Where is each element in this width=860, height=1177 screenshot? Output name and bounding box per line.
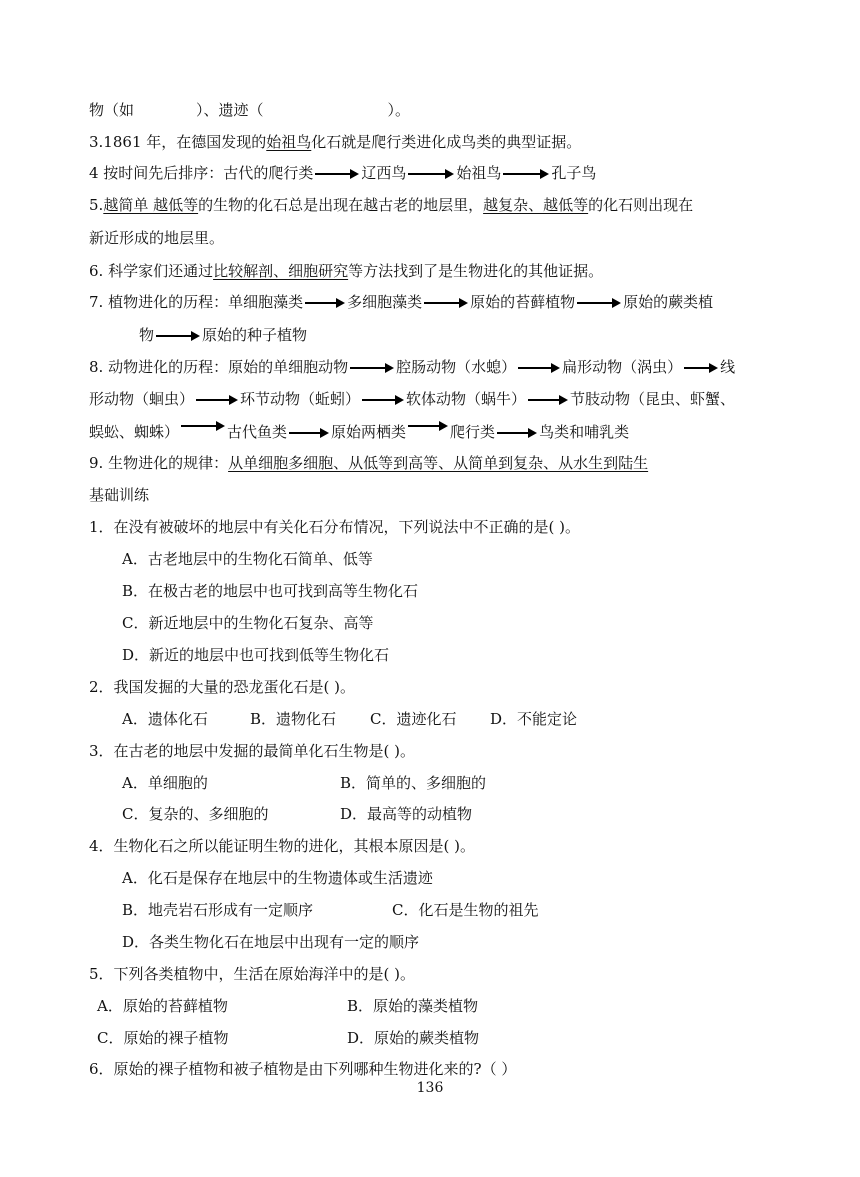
text-line bbox=[139, 325, 307, 345]
question-options-row bbox=[122, 773, 486, 793]
text: 3.1861 年，在德国发现的 bbox=[89, 133, 267, 151]
question-options-row bbox=[122, 900, 538, 920]
text: 8. 动物进化的历程：原始的单细胞动物 bbox=[89, 358, 349, 376]
arrow-icon bbox=[528, 395, 568, 405]
text: 的生物的化石总是出现在越古老的地层里， bbox=[198, 196, 484, 214]
text: 多细胞藻类 bbox=[347, 293, 423, 311]
text-line bbox=[89, 100, 410, 120]
text: 原始的蕨类植 bbox=[623, 293, 714, 311]
question-options-row bbox=[97, 1028, 479, 1048]
text: 原始两栖类 bbox=[331, 423, 407, 441]
text: 爬行类 bbox=[450, 423, 496, 441]
text: 原始的种子植物 bbox=[202, 326, 308, 344]
arrow-icon bbox=[181, 421, 225, 431]
arrow-icon bbox=[503, 169, 549, 179]
answer-underlined: 从单细胞多细胞、从低等到高等、从简单到复杂、从水生到陆生 bbox=[228, 454, 649, 472]
question-option: A．单细胞的 bbox=[122, 774, 208, 792]
question-option: B．简单的、多细胞的 bbox=[340, 774, 487, 792]
text-line bbox=[89, 292, 713, 312]
text-line bbox=[89, 453, 648, 473]
question-option: C．化石是生物的祖先 bbox=[392, 901, 539, 919]
question-option: D．不能定论 bbox=[490, 710, 578, 728]
text: 等方法找到了是生物进化的其他证据。 bbox=[348, 262, 604, 280]
arrow-icon bbox=[315, 169, 359, 179]
text-line bbox=[89, 195, 693, 215]
question-stem: 1．在没有被破坏的地层中有关化石分布情况，下列说法中不正确的是( )。 bbox=[89, 518, 581, 536]
text: 原始的苔藓植物 bbox=[470, 293, 576, 311]
text: 9. 生物进化的规律： bbox=[89, 454, 229, 472]
arrow-icon bbox=[305, 298, 345, 308]
question-option: A．遗体化石 bbox=[122, 710, 208, 728]
question-options-row bbox=[122, 804, 472, 824]
question-option: C．原始的裸子植物 bbox=[97, 1029, 229, 1047]
question-option: C．复杂的、多细胞的 bbox=[122, 805, 269, 823]
text: 物（如 bbox=[89, 101, 135, 119]
arrow-icon bbox=[408, 169, 454, 179]
question-options-row bbox=[122, 709, 577, 729]
text: 鸟类和哺乳类 bbox=[539, 423, 630, 441]
text: 化石就是爬行类进化成鸟类的典型证据。 bbox=[311, 133, 582, 151]
text: 线 bbox=[720, 358, 736, 376]
text: 辽西鸟 bbox=[361, 164, 407, 182]
arrow-icon bbox=[196, 395, 238, 405]
text: 形动物（蛔虫） bbox=[89, 390, 195, 408]
text: 软体动物（蜗牛） bbox=[406, 390, 527, 408]
arrow-icon bbox=[518, 363, 560, 373]
text: 的化石则出现在 bbox=[588, 196, 694, 214]
arrow-icon bbox=[350, 363, 394, 373]
text: 始祖鸟 bbox=[456, 164, 502, 182]
text: ）、遗迹（ bbox=[196, 101, 264, 119]
question-options-row bbox=[97, 996, 478, 1016]
question-stem: 5．下列各类植物中，生活在原始海洋中的是( )。 bbox=[89, 965, 416, 983]
question-option: A．化石是保存在地层中的生物遗体或生活遗迹 bbox=[122, 869, 433, 887]
text: 扁形动物（涡虫） bbox=[562, 358, 683, 376]
question-option: D．新近的地层中也可找到低等生物化石 bbox=[122, 646, 390, 664]
text: 腔肠动物（水螅） bbox=[396, 358, 517, 376]
text: 7. 植物进化的历程：单细胞藻类 bbox=[89, 293, 304, 311]
text-line bbox=[89, 421, 629, 442]
text: 6. 科学家们还通过 bbox=[89, 262, 214, 280]
text-line bbox=[89, 261, 603, 281]
arrow-icon bbox=[684, 363, 718, 373]
question-stem: 4．生物化石之所以能证明生物的进化，其根本原因是( )。 bbox=[89, 837, 476, 855]
arrow-icon bbox=[424, 298, 468, 308]
text: 蜈蚣、蜘蛛） bbox=[89, 423, 180, 441]
text-line bbox=[89, 357, 735, 377]
question-option: C．遗迹化石 bbox=[370, 710, 457, 728]
text: ）。 bbox=[387, 101, 411, 119]
question-option: B．地壳岩石形成有一定顺序 bbox=[122, 901, 314, 919]
answer-underlined: 始祖鸟 bbox=[266, 133, 312, 151]
question-option: C．新近地层中的生物化石复杂、高等 bbox=[122, 614, 374, 632]
question-option: B．遗物化石 bbox=[250, 710, 337, 728]
text-line bbox=[89, 389, 735, 409]
answer-underlined: 越简单 越低等 bbox=[103, 196, 199, 214]
question-stem: 2．我国发掘的大量的恐龙蛋化石是( )。 bbox=[89, 678, 356, 696]
question-option: D．原始的蕨类植物 bbox=[347, 1029, 480, 1047]
text-line: 新近形成的地层里。 bbox=[89, 229, 225, 247]
arrow-icon bbox=[497, 428, 537, 438]
question-option: B．原始的藻类植物 bbox=[347, 997, 479, 1015]
text: 孔子鸟 bbox=[551, 164, 597, 182]
question-option: B．在极古老的地层中也可找到高等生物化石 bbox=[122, 582, 419, 600]
arrow-icon bbox=[408, 421, 448, 431]
question-option: D．各类生物化石在地层中出现有一定的顺序 bbox=[122, 933, 420, 951]
arrow-icon bbox=[156, 331, 200, 341]
arrow-icon bbox=[577, 298, 621, 308]
question-stem: 3．在古老的地层中发掘的最简单化石生物是( )。 bbox=[89, 742, 416, 760]
text-line bbox=[89, 132, 581, 152]
section-heading: 基础训练 bbox=[89, 486, 150, 504]
arrow-icon bbox=[289, 428, 329, 438]
question-stem: 6．原始的裸子植物和被子植物是由下列哪种生物进化来的?（ ） bbox=[89, 1060, 517, 1078]
text: 4 按时间先后排序：古代的爬行类 bbox=[89, 164, 314, 182]
question-option: A．古老地层中的生物化石简单、低等 bbox=[122, 550, 373, 568]
question-option: D．最高等的动植物 bbox=[340, 805, 473, 823]
text: 物 bbox=[139, 326, 155, 344]
text: 节肢动物（昆虫、虾蟹、 bbox=[570, 390, 736, 408]
answer-underlined: 越复杂、越低等 bbox=[483, 196, 589, 214]
answer-underlined: 比较解剖、细胞研究 bbox=[213, 262, 349, 280]
text: 古代鱼类 bbox=[227, 423, 288, 441]
text: 环节动物（蚯蚓） bbox=[240, 390, 361, 408]
text-line bbox=[89, 163, 596, 183]
page-number: 136 bbox=[416, 1080, 444, 1096]
arrow-icon bbox=[362, 395, 404, 405]
text: 5. bbox=[89, 196, 104, 214]
question-option: A．原始的苔藓植物 bbox=[97, 997, 228, 1015]
